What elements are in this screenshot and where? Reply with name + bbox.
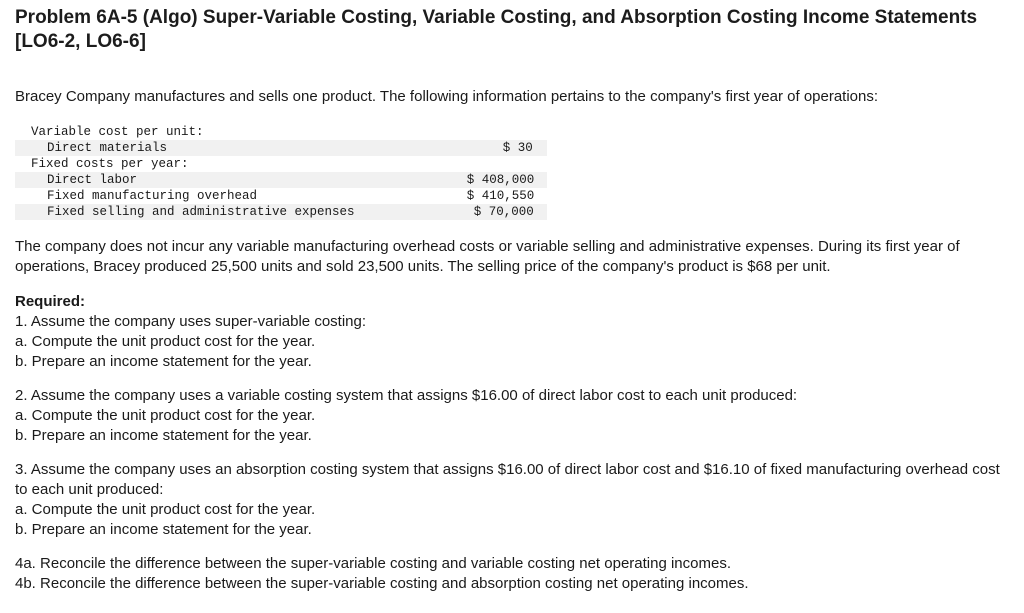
table-row	[15, 140, 547, 156]
table-row	[15, 156, 547, 172]
cost-data-table	[15, 124, 547, 220]
required-section	[15, 292, 1015, 372]
fixed-cost-header: Fixed costs per year:	[31, 157, 189, 171]
question-3-block	[15, 460, 1015, 540]
question-3: 3. Assume the company uses an absorption costing system that assigns $16.00 of direct labor cost and $16.10 of fixed manufacturing overhead cost to each unit produced:	[15, 461, 1000, 498]
fixed-mfg-overhead-label: Fixed manufacturing overhead	[47, 189, 258, 203]
table-row	[15, 172, 547, 188]
fixed-sga-label: Fixed selling and administrative expenses	[15, 204, 451, 220]
variable-cost-header: Variable cost per unit:	[31, 125, 204, 139]
direct-materials-value: $ 30	[451, 140, 547, 156]
question-4b: 4b. Reconcile the difference between the super-variable costing and absorption costing net operating incomes.	[15, 575, 749, 592]
direct-labor-value: $ 408,000	[451, 172, 547, 188]
description-paragraph: The company does not incur any variable manufacturing overhead costs or variable selling and administrative expenses. During its first year of operations, Bracey produced 25,500 units and sold 23,500 units. The selling price of the company's product is $68 per unit.	[15, 238, 960, 275]
intro-text: Bracey Company manufactures and sells one product. The following information pertains to the company's first year of operations:	[15, 88, 879, 105]
question-4-block	[15, 554, 1015, 594]
direct-materials-label: Direct materials	[15, 140, 451, 156]
page-title: Problem 6A-5 (Algo) Super-Variable Costing, Variable Costing, and Absorption Costing Income Statements [LO6-2, LO6-6]	[15, 7, 978, 52]
question-2a: a. Compute the unit product cost for the year.	[15, 407, 316, 424]
question-4a: 4a. Reconcile the difference between the super-variable costing and variable costing net operating incomes.	[15, 555, 731, 572]
fixed-sga-value: $ 70,000	[451, 204, 547, 220]
table-row	[15, 124, 547, 140]
direct-labor-label: Direct labor	[15, 172, 451, 188]
question-1a: a. Compute the unit product cost for the year.	[15, 333, 316, 350]
question-1b: b. Prepare an income statement for the year.	[15, 353, 312, 370]
question-3b: b. Prepare an income statement for the year.	[15, 521, 312, 538]
question-2b: b. Prepare an income statement for the year.	[15, 427, 312, 444]
table-row	[15, 188, 547, 204]
question-1: 1. Assume the company uses super-variable costing:	[15, 313, 367, 330]
question-2-block	[15, 386, 1015, 446]
fixed-mfg-overhead-value: $ 410,550	[466, 189, 535, 203]
question-2: 2. Assume the company uses a variable costing system that assigns $16.00 of direct labor cost to each unit produced:	[15, 387, 798, 404]
question-3a: a. Compute the unit product cost for the year.	[15, 501, 316, 518]
table-row	[15, 204, 547, 220]
required-heading: Required:	[15, 293, 86, 310]
